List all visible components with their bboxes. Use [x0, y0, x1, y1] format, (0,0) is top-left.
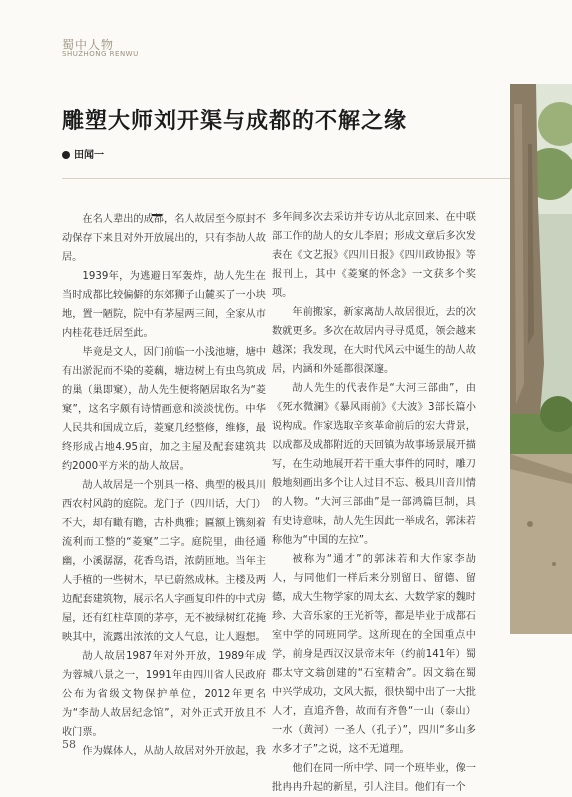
tree-photo [510, 84, 572, 634]
body-paragraph: 劼人故居是一个别具一格、典型的极具川西农村风韵的庭院。龙门子（四川话，大门）不大，却有瞰有瞻，古朴典雅；匾额上镌刻着流利而工整的“菱窠”二字。庭院里，曲径通幽，小溪潺潺，花香鸟语，浓荫匝地。当年主人手植的一些树木，早已蔚然成林。主楼及两边配套建筑物，展示名人字画复印件的中式房屋，还有红柱草顶的茅亭，无不被绿树红花掩映其中，流露出浓浓的文人气息，让人遐想。 [62, 480, 266, 643]
body-paragraph: 被称为“通才”的郭沫若和大作家李劼人，与同他们一样后来分别留日、留德、留德，成大生物学家的周太玄、大数学家的魏时珍、大音乐家的王光祈等，都是毕业于成都石室中学的同班同学。这所现在的全国重点中学，前身是西汉汉景帝末年（约前141年）蜀郡太守文翁创建的“石室精舍”。因文翁在蜀中兴学成功，文风大振，很快蜀中出了一大批人才，直追齐鲁，故而有齐鲁“一山（泰山）一水（黄河）一圣人（孔子）”，四川“多山多水多才子”之说，这不无道理。 [272, 554, 476, 755]
author-name: 田闻一 [74, 150, 104, 161]
body-paragraph: 劼人先生的代表作是“大河三部曲”，由《死水微澜》《暴风雨前》《大波》3部长篇小说构成。作家选取辛亥革命前后的宏大背景，以成都及成都附近的天回镇为故事场景展开描写，在生动地展开若干重大事件的同时，雕刀般地刻画出多个让人过目不忘、极具川音川情的人物。“大河三部曲”是一部鸿篇巨制，具有史诗意味，劼人先生因此一举成名，郭沫若称他为“中国的左拉”。 [272, 383, 476, 546]
page-number: 58 [62, 738, 76, 751]
body-paragraph: 他们在同一所中学、同一个班毕业，像一批冉冉升起的新星，引人注目。他们有一个 [272, 763, 476, 793]
section-label-en: SHUZHONG RENWU [62, 50, 139, 58]
body-paragraph: 劼人故居1987年对外开放，1989年成为蓉城八景之一，1991年由四川省人民政府公布为省级文物保护单位，2012年更名为“李劼人故居纪念馆”，对外正式开放且不收门票。 [62, 651, 266, 738]
photo-strip [510, 84, 572, 634]
body-paragraph: 作为媒体人，从劼人故居对外开放起，我 [82, 746, 266, 757]
author-line [62, 146, 104, 161]
body-paragraph: 年前搬家，新家离劼人故居很近，去的次数就更多。多次在故居内寻寻觅觅，领会越来越深；我发现，在大时代风云中诞生的劼人故居，内涵和外延都很深邃。 [272, 307, 476, 375]
article-title: 雕塑大师刘开渠与成都的不解之缘 [62, 108, 408, 134]
title-rule [62, 178, 510, 179]
body-paragraph: 1939年，为逃避日军轰炸，劼人先生在当时成都比较偏僻的东郊狮子山麓买了一小块地，置一陋院，院中有茅屋两三间，全家从市内桂花巷迁居至此。 [62, 271, 266, 339]
bullet-icon [62, 151, 70, 159]
left-column [62, 210, 266, 761]
body-paragraph: 在名人辈出的成都，名人故居至今原封不动保存下来且对外开放展出的，只有李劼人故居。 [62, 214, 266, 263]
right-column [272, 208, 476, 797]
body-paragraph: 毕竟是文人，因门前临一小浅池塘，塘中有出淤泥而不染的菱藕，塘边树上有虫鸟筑成的巢（巢即窠），劼人先生便将陋居取名为“菱窠”，这名字颇有诗情画意和淡淡忧伤。中华人民共和国成立后，菱窠几经整修，维修，最终形成占地4.95亩，加之主屋及配套建筑共约2000平方米的劼人故居。 [62, 347, 266, 472]
section-label-cn: 蜀中人物 [62, 38, 115, 52]
body-paragraph: 多年间多次去采访并专访从北京回来、在中联部工作的劼人的女儿李眉；形成文章后多次发表在《文艺报》《四川日报》《四川政协报》等报刊上，其中《菱窠的怀念》一文获多个奖项。 [272, 212, 476, 299]
